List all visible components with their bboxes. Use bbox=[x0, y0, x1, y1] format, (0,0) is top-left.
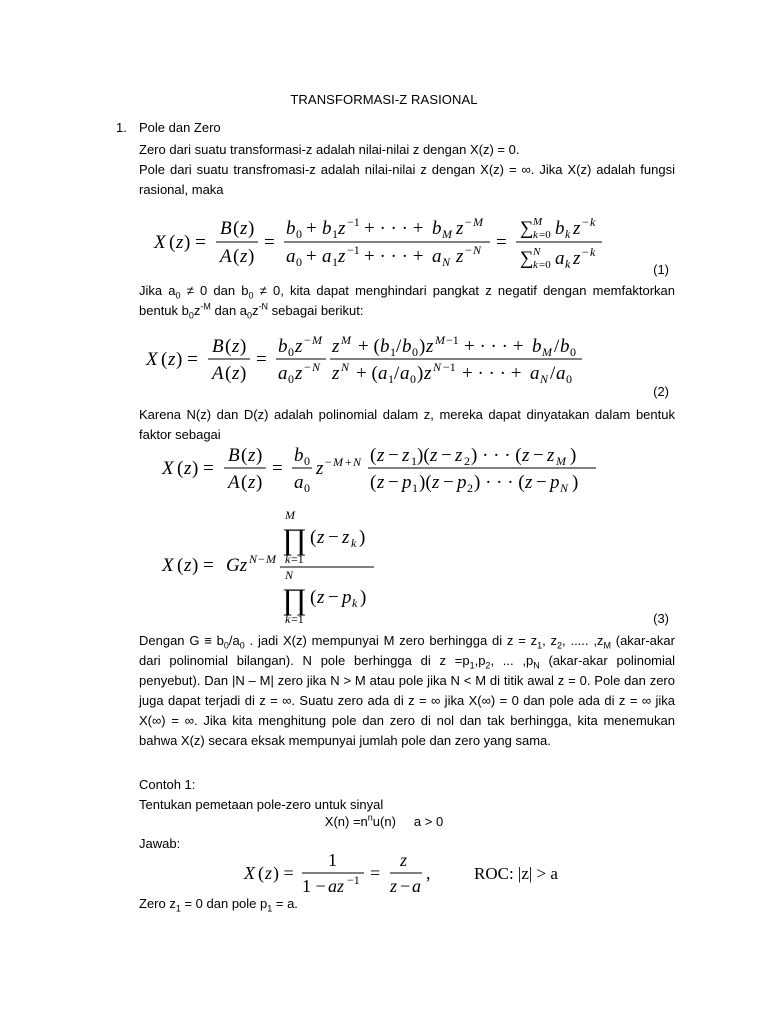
svg-text:−: − bbox=[533, 446, 544, 466]
svg-text:k: k bbox=[285, 612, 291, 626]
zero-definition: Zero dari suatu transformasi-z adalah nilai-nilai z dengan X(z) = 0. bbox=[139, 142, 520, 157]
svg-text:∏: ∏ bbox=[282, 583, 307, 616]
svg-text:N: N bbox=[533, 246, 541, 258]
svg-text:−1: −1 bbox=[347, 215, 360, 229]
svg-text:a: a bbox=[294, 472, 304, 493]
svg-text:−: − bbox=[304, 335, 311, 347]
svg-text:z: z bbox=[338, 246, 346, 267]
zero-pole-explanation: Dengan $G \equiv b_0/a_0$ . jadi X(z) mempunyai M zero berhingga di $z = z_1$, $z_2$, ..... $,z_M$ (akar-akar dari polinomial bilangan). N pole berhingga di $z =p_1,p_2$, ... $,p_N$ (akar-akar polinomial penyebut). Dan |N – M| zero jika N > M atau pole jika N < M di titik awal z = 0. Pole dan zero juga dapat terjadi di z = ∞. Suatu zero ada di z = ∞ jika X(∞) = 0 dan pole ada di z = ∞ jika X(∞) = ∞. Jika kita menghitung pole dan zero di nol dan tak berhingga, kita menemukan bahwa X(z) secara eksak mempunyai jumlah pole dan zero yang sama. bbox=[139, 633, 676, 748]
svg-text:N: N bbox=[473, 243, 482, 257]
svg-text:0: 0 bbox=[288, 372, 294, 386]
svg-text:N: N bbox=[433, 360, 442, 374]
svg-text:z: z bbox=[232, 336, 240, 357]
svg-text:z: z bbox=[424, 363, 432, 384]
svg-text:−1: −1 bbox=[347, 873, 360, 887]
svg-text:) =: ) = bbox=[273, 863, 294, 883]
svg-text:−: − bbox=[465, 215, 472, 229]
svg-text:z: z bbox=[240, 246, 248, 267]
svg-text:1: 1 bbox=[411, 454, 417, 468]
svg-text:N: N bbox=[442, 255, 451, 269]
svg-text:(: ( bbox=[233, 246, 240, 267]
equation-number-2: (2) bbox=[653, 384, 669, 399]
answer-label: Jawab: bbox=[139, 836, 181, 851]
svg-text:a: a bbox=[555, 248, 565, 269]
svg-text:): ) bbox=[419, 336, 426, 357]
svg-text:(: ( bbox=[161, 349, 168, 370]
svg-text:p: p bbox=[550, 472, 560, 493]
svg-text:N: N bbox=[312, 360, 321, 374]
svg-text:2: 2 bbox=[467, 481, 473, 495]
svg-text:∏: ∏ bbox=[282, 523, 307, 556]
svg-text:) =: ) = bbox=[192, 458, 214, 479]
svg-text:0: 0 bbox=[304, 454, 310, 468]
svg-text:(: ( bbox=[241, 446, 248, 466]
svg-text:)(: )( bbox=[419, 472, 432, 493]
svg-text:0: 0 bbox=[410, 372, 416, 386]
svg-text:) · · · (: ) · · · ( bbox=[474, 472, 525, 493]
svg-text:k: k bbox=[533, 229, 538, 241]
svg-text:A: A bbox=[212, 363, 224, 384]
svg-text:z: z bbox=[176, 232, 184, 253]
factor-form-paragraph: Karena N(z) dan D(z) adalah polinomial dalam z, mereka dapat dinyatakan dalam bentuk faktor sebagai bbox=[139, 407, 675, 442]
svg-text:a: a bbox=[378, 363, 388, 384]
svg-text:z: z bbox=[430, 446, 438, 466]
svg-text:): ) bbox=[570, 446, 577, 466]
equation-3-product bbox=[158, 505, 398, 627]
svg-text:−: − bbox=[582, 245, 589, 259]
svg-text:z: z bbox=[295, 336, 303, 357]
svg-text:): ) bbox=[256, 446, 263, 466]
svg-text:0: 0 bbox=[296, 255, 302, 269]
section-number: 1. bbox=[116, 120, 127, 135]
svg-text:0: 0 bbox=[570, 345, 576, 359]
svg-text:1: 1 bbox=[388, 372, 394, 386]
svg-text:/: / bbox=[550, 363, 556, 384]
svg-text:(: ( bbox=[225, 363, 232, 384]
svg-text:z: z bbox=[426, 336, 434, 357]
svg-text:b: b bbox=[380, 336, 390, 357]
svg-text:−1: −1 bbox=[443, 360, 456, 374]
svg-text:+ (: + ( bbox=[358, 336, 380, 357]
page-title: TRANSFORMASI-Z RASIONAL bbox=[290, 92, 478, 107]
svg-text:+: + bbox=[306, 246, 317, 267]
svg-text:X: X bbox=[162, 555, 174, 576]
svg-text:z: z bbox=[295, 363, 303, 384]
svg-text:(: ( bbox=[258, 863, 264, 883]
svg-text:0: 0 bbox=[304, 481, 310, 495]
svg-text:z: z bbox=[402, 446, 410, 466]
svg-text:z: z bbox=[316, 458, 324, 479]
svg-text:a: a bbox=[412, 876, 421, 896]
svg-text:(: ( bbox=[177, 555, 184, 576]
svg-text:z: z bbox=[525, 472, 533, 493]
svg-text:B: B bbox=[212, 336, 224, 357]
svg-text:,: , bbox=[426, 863, 431, 883]
svg-text:+ · · · +: + · · · + bbox=[364, 246, 424, 267]
svg-text:b: b bbox=[432, 218, 442, 239]
svg-text:a: a bbox=[400, 363, 410, 384]
svg-text:M: M bbox=[473, 215, 483, 229]
example-signal: $X(n) =n^nu(n) a > 0$ bbox=[324, 812, 444, 829]
svg-text:(: ( bbox=[233, 218, 240, 239]
svg-text:z: z bbox=[317, 527, 325, 548]
svg-text:): ) bbox=[572, 472, 579, 493]
svg-text:)(: )( bbox=[417, 446, 430, 466]
svg-text:M: M bbox=[285, 508, 295, 522]
svg-text:b: b bbox=[278, 336, 288, 357]
svg-text:k: k bbox=[285, 552, 291, 566]
svg-text:z: z bbox=[332, 336, 340, 357]
svg-text:+ (: + ( bbox=[356, 363, 378, 384]
svg-text:−: − bbox=[328, 527, 339, 548]
svg-text:k: k bbox=[565, 257, 571, 271]
svg-text:−: − bbox=[582, 215, 589, 229]
svg-text:z: z bbox=[338, 218, 346, 239]
svg-text:0: 0 bbox=[288, 345, 294, 359]
svg-text:+ · · · +: + · · · + bbox=[464, 336, 524, 357]
svg-text:b: b bbox=[560, 336, 570, 357]
svg-text:B: B bbox=[228, 446, 240, 466]
svg-text:(: ( bbox=[225, 336, 232, 357]
svg-text:z: z bbox=[168, 349, 176, 370]
svg-text:k: k bbox=[590, 215, 596, 229]
svg-text:k: k bbox=[590, 245, 596, 259]
svg-text:−: − bbox=[328, 587, 339, 608]
svg-text:−1: −1 bbox=[446, 335, 459, 347]
svg-text:(: ( bbox=[370, 446, 377, 466]
svg-text:z: z bbox=[573, 248, 581, 269]
svg-text:) =: ) = bbox=[192, 555, 214, 576]
svg-text:−: − bbox=[443, 472, 454, 493]
svg-text:M: M bbox=[435, 335, 445, 347]
svg-text:0: 0 bbox=[566, 372, 572, 386]
svg-text:(: ( bbox=[177, 458, 184, 479]
svg-text:−: − bbox=[536, 472, 547, 493]
svg-text:N: N bbox=[540, 372, 549, 386]
svg-text:): ) bbox=[417, 363, 424, 384]
svg-text:z: z bbox=[248, 472, 256, 493]
svg-text:1 −: 1 − bbox=[302, 876, 326, 896]
svg-text:b: b bbox=[294, 446, 304, 466]
svg-text:z: z bbox=[573, 218, 581, 239]
svg-text:): ) bbox=[360, 587, 367, 608]
svg-text:−: − bbox=[441, 446, 452, 466]
svg-text:b: b bbox=[286, 218, 296, 239]
svg-text:z: z bbox=[232, 363, 240, 384]
svg-text:2: 2 bbox=[464, 454, 470, 468]
svg-text:=0: =0 bbox=[539, 259, 551, 271]
example-heading: Contoh 1: bbox=[139, 777, 196, 792]
svg-text:a: a bbox=[556, 363, 566, 384]
svg-text:): ) bbox=[256, 472, 263, 493]
svg-text:X: X bbox=[244, 863, 255, 883]
svg-text:N: N bbox=[285, 568, 294, 582]
svg-text:M: M bbox=[333, 455, 343, 469]
pole-definition: Pole dari suatu transfromasi-z adalah nilai-nilai z dengan X(z) = ∞. Jika X(z) adalah fungsi rasional, maka bbox=[139, 162, 675, 197]
svg-text:z: z bbox=[456, 246, 464, 267]
svg-text:a: a bbox=[286, 246, 296, 267]
svg-text:1: 1 bbox=[390, 345, 396, 359]
svg-text:B: B bbox=[220, 218, 232, 239]
svg-text:=1: =1 bbox=[291, 612, 304, 626]
svg-text:+: + bbox=[306, 218, 317, 239]
svg-text:1: 1 bbox=[328, 850, 337, 870]
svg-text:N: N bbox=[560, 481, 569, 495]
roc-label: ROC: |z| > a bbox=[474, 864, 558, 883]
equation-number-3: (3) bbox=[653, 611, 669, 626]
factoring-paragraph: Jika $a_0 \ne 0$ dan $b_0 \ne 0$, kita dapat menghindari pangkat z negatif dengan memfaktorkan bentuk $b_0z^{-M}$ dan $a_0z^{-N}$ sebagai berikut: bbox=[139, 283, 675, 321]
svg-text:X: X bbox=[162, 458, 174, 479]
svg-text:+ · · · +: + · · · + bbox=[462, 363, 522, 384]
svg-text:z: z bbox=[248, 446, 256, 466]
svg-text:z: z bbox=[522, 446, 530, 466]
svg-text:X: X bbox=[154, 232, 166, 253]
equation-number-1: (1) bbox=[653, 262, 669, 277]
svg-text:A: A bbox=[220, 246, 232, 267]
svg-text:k: k bbox=[352, 596, 358, 610]
svg-text:M: M bbox=[556, 454, 566, 468]
svg-text:z: z bbox=[547, 446, 555, 466]
svg-text:z: z bbox=[400, 850, 408, 870]
svg-text:=1: =1 bbox=[291, 552, 304, 566]
svg-text:−: − bbox=[388, 472, 399, 493]
svg-text:b: b bbox=[322, 218, 332, 239]
svg-text:z: z bbox=[456, 218, 464, 239]
svg-text:(: ( bbox=[310, 587, 317, 608]
svg-text:(: ( bbox=[370, 472, 377, 493]
svg-text:a: a bbox=[432, 246, 442, 267]
svg-text:b: b bbox=[555, 218, 565, 239]
svg-text:) =: ) = bbox=[176, 349, 198, 370]
svg-text:): ) bbox=[240, 363, 247, 384]
svg-text:z: z bbox=[184, 555, 192, 576]
svg-text:z: z bbox=[184, 458, 192, 479]
svg-text:−: − bbox=[258, 552, 265, 566]
svg-text:a: a bbox=[278, 363, 288, 384]
svg-text:=: = bbox=[256, 349, 267, 370]
svg-text:=: = bbox=[264, 232, 275, 253]
svg-text:) =: ) = bbox=[184, 232, 206, 253]
svg-text:∑: ∑ bbox=[520, 248, 534, 269]
svg-text:−: − bbox=[388, 446, 399, 466]
svg-text:−: − bbox=[304, 360, 311, 374]
svg-text:b: b bbox=[402, 336, 412, 357]
svg-text:M: M bbox=[442, 227, 452, 241]
svg-text:) · · · (: ) · · · ( bbox=[471, 446, 522, 466]
svg-text:+ · · · +: + · · · + bbox=[364, 218, 424, 239]
equation-2 bbox=[140, 335, 610, 393]
example-result: Zero $z_1 = 0$ dan pole $p_1 = a$. bbox=[139, 896, 298, 914]
svg-text:−: − bbox=[400, 876, 411, 896]
svg-text:(: ( bbox=[310, 527, 317, 548]
svg-text:z: z bbox=[455, 446, 463, 466]
svg-text:A: A bbox=[228, 472, 240, 493]
svg-text:−: − bbox=[465, 243, 472, 257]
svg-text:=: = bbox=[370, 863, 381, 883]
svg-text:a: a bbox=[322, 246, 332, 267]
svg-text:): ) bbox=[240, 336, 247, 357]
svg-text:0: 0 bbox=[412, 345, 418, 359]
svg-text:p: p bbox=[402, 472, 412, 493]
svg-text:b: b bbox=[532, 336, 542, 357]
svg-text:z: z bbox=[332, 363, 340, 384]
svg-text:/: / bbox=[554, 336, 560, 357]
svg-text:k: k bbox=[533, 259, 538, 271]
svg-text:N: N bbox=[353, 455, 362, 469]
svg-text:N: N bbox=[249, 552, 258, 566]
svg-text:z: z bbox=[377, 472, 385, 493]
svg-text:X: X bbox=[146, 349, 158, 370]
svg-text:z: z bbox=[432, 472, 440, 493]
svg-text:): ) bbox=[248, 246, 255, 267]
svg-text:(: ( bbox=[241, 472, 248, 493]
svg-text:z: z bbox=[265, 863, 273, 883]
svg-text:M: M bbox=[542, 345, 552, 359]
svg-text:): ) bbox=[359, 527, 366, 548]
svg-text:∑: ∑ bbox=[520, 218, 534, 239]
svg-text:(: ( bbox=[169, 232, 176, 253]
svg-text:=: = bbox=[272, 458, 283, 479]
svg-text:): ) bbox=[248, 218, 255, 239]
svg-text:+: + bbox=[345, 455, 352, 469]
svg-text:Gz: Gz bbox=[226, 555, 248, 576]
svg-text:az: az bbox=[328, 876, 345, 896]
section-heading: Pole dan Zero bbox=[139, 120, 221, 135]
svg-text:=: = bbox=[496, 232, 507, 253]
svg-text:z: z bbox=[342, 527, 350, 548]
svg-text:−1: −1 bbox=[347, 243, 360, 257]
svg-text:−: − bbox=[325, 455, 332, 469]
svg-text:z: z bbox=[377, 446, 385, 466]
svg-text:a: a bbox=[530, 363, 540, 384]
svg-text:1: 1 bbox=[412, 481, 418, 495]
equation-3-factored bbox=[158, 446, 608, 498]
svg-text:z: z bbox=[240, 218, 248, 239]
svg-text:k: k bbox=[565, 227, 571, 241]
svg-text:/: / bbox=[394, 363, 400, 384]
svg-text:N: N bbox=[341, 360, 350, 374]
svg-text:M: M bbox=[312, 335, 322, 347]
svg-text:p: p bbox=[342, 587, 352, 608]
svg-text:=0: =0 bbox=[539, 229, 551, 241]
svg-text:1: 1 bbox=[332, 227, 338, 241]
svg-text:1: 1 bbox=[332, 255, 338, 269]
svg-text:z: z bbox=[317, 587, 325, 608]
svg-text:z: z bbox=[390, 876, 398, 896]
equation-1 bbox=[150, 212, 620, 274]
svg-text:M: M bbox=[266, 552, 276, 566]
svg-text:M: M bbox=[341, 335, 351, 347]
svg-text:0: 0 bbox=[296, 227, 302, 241]
example-task: Tentukan pemetaan pole-zero untuk sinyal bbox=[139, 797, 384, 812]
svg-text:/: / bbox=[396, 336, 402, 357]
svg-text:M: M bbox=[533, 216, 543, 228]
svg-text:p: p bbox=[457, 472, 467, 493]
svg-text:k: k bbox=[351, 536, 357, 550]
